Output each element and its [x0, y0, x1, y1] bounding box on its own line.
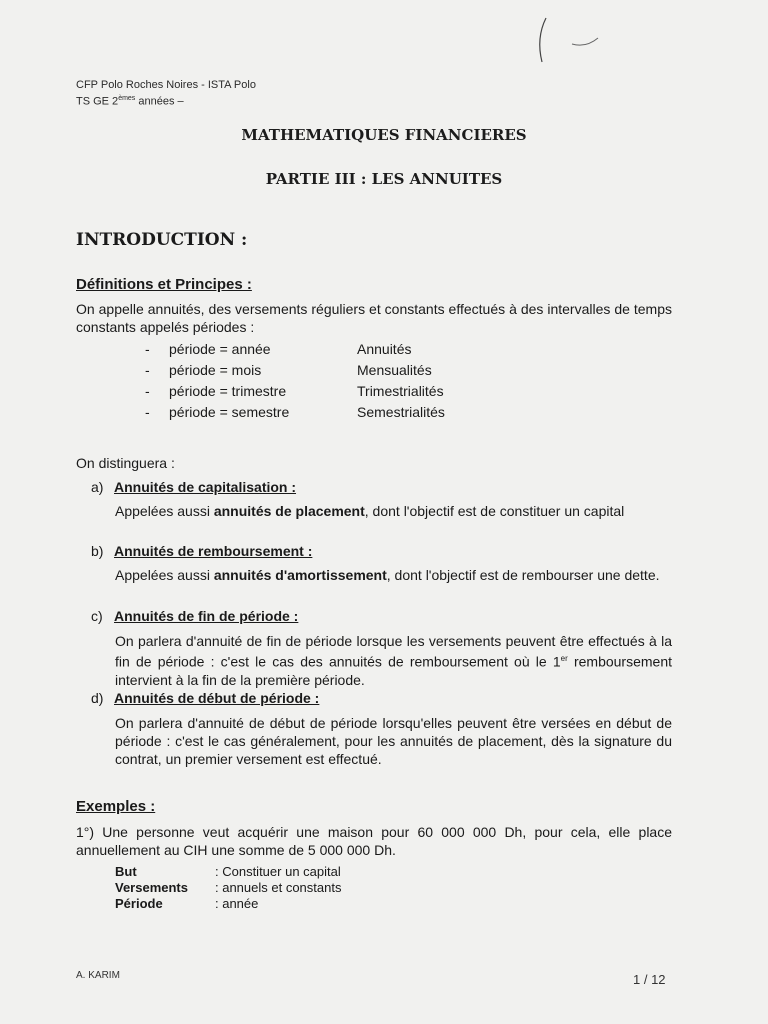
summary-value: : annuels et constants: [215, 880, 342, 895]
item-heading-capitalisation: a) Annuités de capitalisation :: [91, 479, 297, 495]
period-name: Trimestrialités: [357, 383, 444, 399]
page-number: 1 / 12: [633, 972, 666, 987]
introduction-heading: INTRODUCTION :: [76, 230, 248, 250]
item-heading-remboursement: b) Annuités de remboursement :: [91, 543, 313, 559]
list-item: - période = semestre Semestrialités: [145, 404, 445, 425]
item-text-fin-periode: On parlera d'annuité de fin de période lorsque les versements peuvent être effectués à la fin de période : c'est le cas des annuités de remboursement où le 1er remboursement intervient à la fin de la première période.: [115, 633, 672, 688]
period-list: [145, 341, 445, 425]
summary-value: : Constituer un capital: [215, 864, 341, 879]
summary-key: Versements: [115, 880, 188, 895]
handwritten-mark: [528, 14, 608, 70]
period-definition: période = année: [169, 341, 271, 357]
summary-value: : année: [215, 896, 259, 911]
examples-heading: Exemples :: [76, 798, 156, 815]
period-name: Semestrialités: [357, 404, 445, 420]
list-item: - période = année Annuités: [145, 341, 445, 362]
period-name: Annuités: [357, 341, 412, 357]
definitions-heading: Définitions et Principes :: [76, 276, 252, 293]
header-institution: CFP Polo Roches Noires - ISTA Polo: [76, 79, 256, 91]
item-text-capitalisation: Appelées aussi annuités de placement, dont l'objectif est de constituer un capital: [115, 503, 625, 519]
list-item: - période = mois Mensualités: [145, 362, 445, 383]
footer-author: A. KARIM: [76, 970, 120, 981]
period-definition: période = semestre: [169, 404, 290, 420]
summary-row: [115, 864, 341, 880]
example-summary: [115, 864, 341, 912]
summary-row: [115, 896, 341, 912]
definitions-text: On appelle annuités, des versements réguliers et constants effectués à des intervalles de temps constants appelés périodes :: [76, 301, 672, 335]
header-class: TS GE 2èmes années –: [76, 95, 184, 108]
item-heading-fin-periode: c) Annuités de fin de période :: [91, 608, 299, 624]
distinguish-text: On distinguera :: [76, 455, 175, 471]
summary-key: But: [115, 864, 137, 879]
period-definition: période = mois: [169, 362, 262, 378]
summary-row: [115, 880, 341, 896]
item-heading-debut-periode: d) Annuités de début de période :: [91, 690, 320, 706]
summary-key: Période: [115, 896, 163, 911]
list-item: - période = trimestre Trimestrialités: [145, 383, 445, 404]
document-title: MATHEMATIQUES FINANCIERES: [241, 126, 527, 144]
item-text-debut-periode: On parlera d'annuité de début de période lorsqu'elles peuvent être versées en début de période : c'est le cas généralement, pour les annuités de placement, dès la signature du contrat, un premier versement est effectué.: [115, 715, 672, 767]
document-header: [76, 78, 256, 109]
item-text-remboursement: Appelées aussi annuités d'amortissement, dont l'objectif est de rembourser une dette.: [115, 567, 660, 583]
document-subtitle: PARTIE III : LES ANNUITES: [265, 170, 503, 188]
example-text: 1°) Une personne veut acquérir une maison pour 60 000 000 Dh, pour cela, elle place annuellement au CIH une somme de 5 000 000 Dh.: [76, 824, 672, 858]
period-definition: période = trimestre: [169, 383, 287, 399]
period-name: Mensualités: [357, 362, 432, 378]
